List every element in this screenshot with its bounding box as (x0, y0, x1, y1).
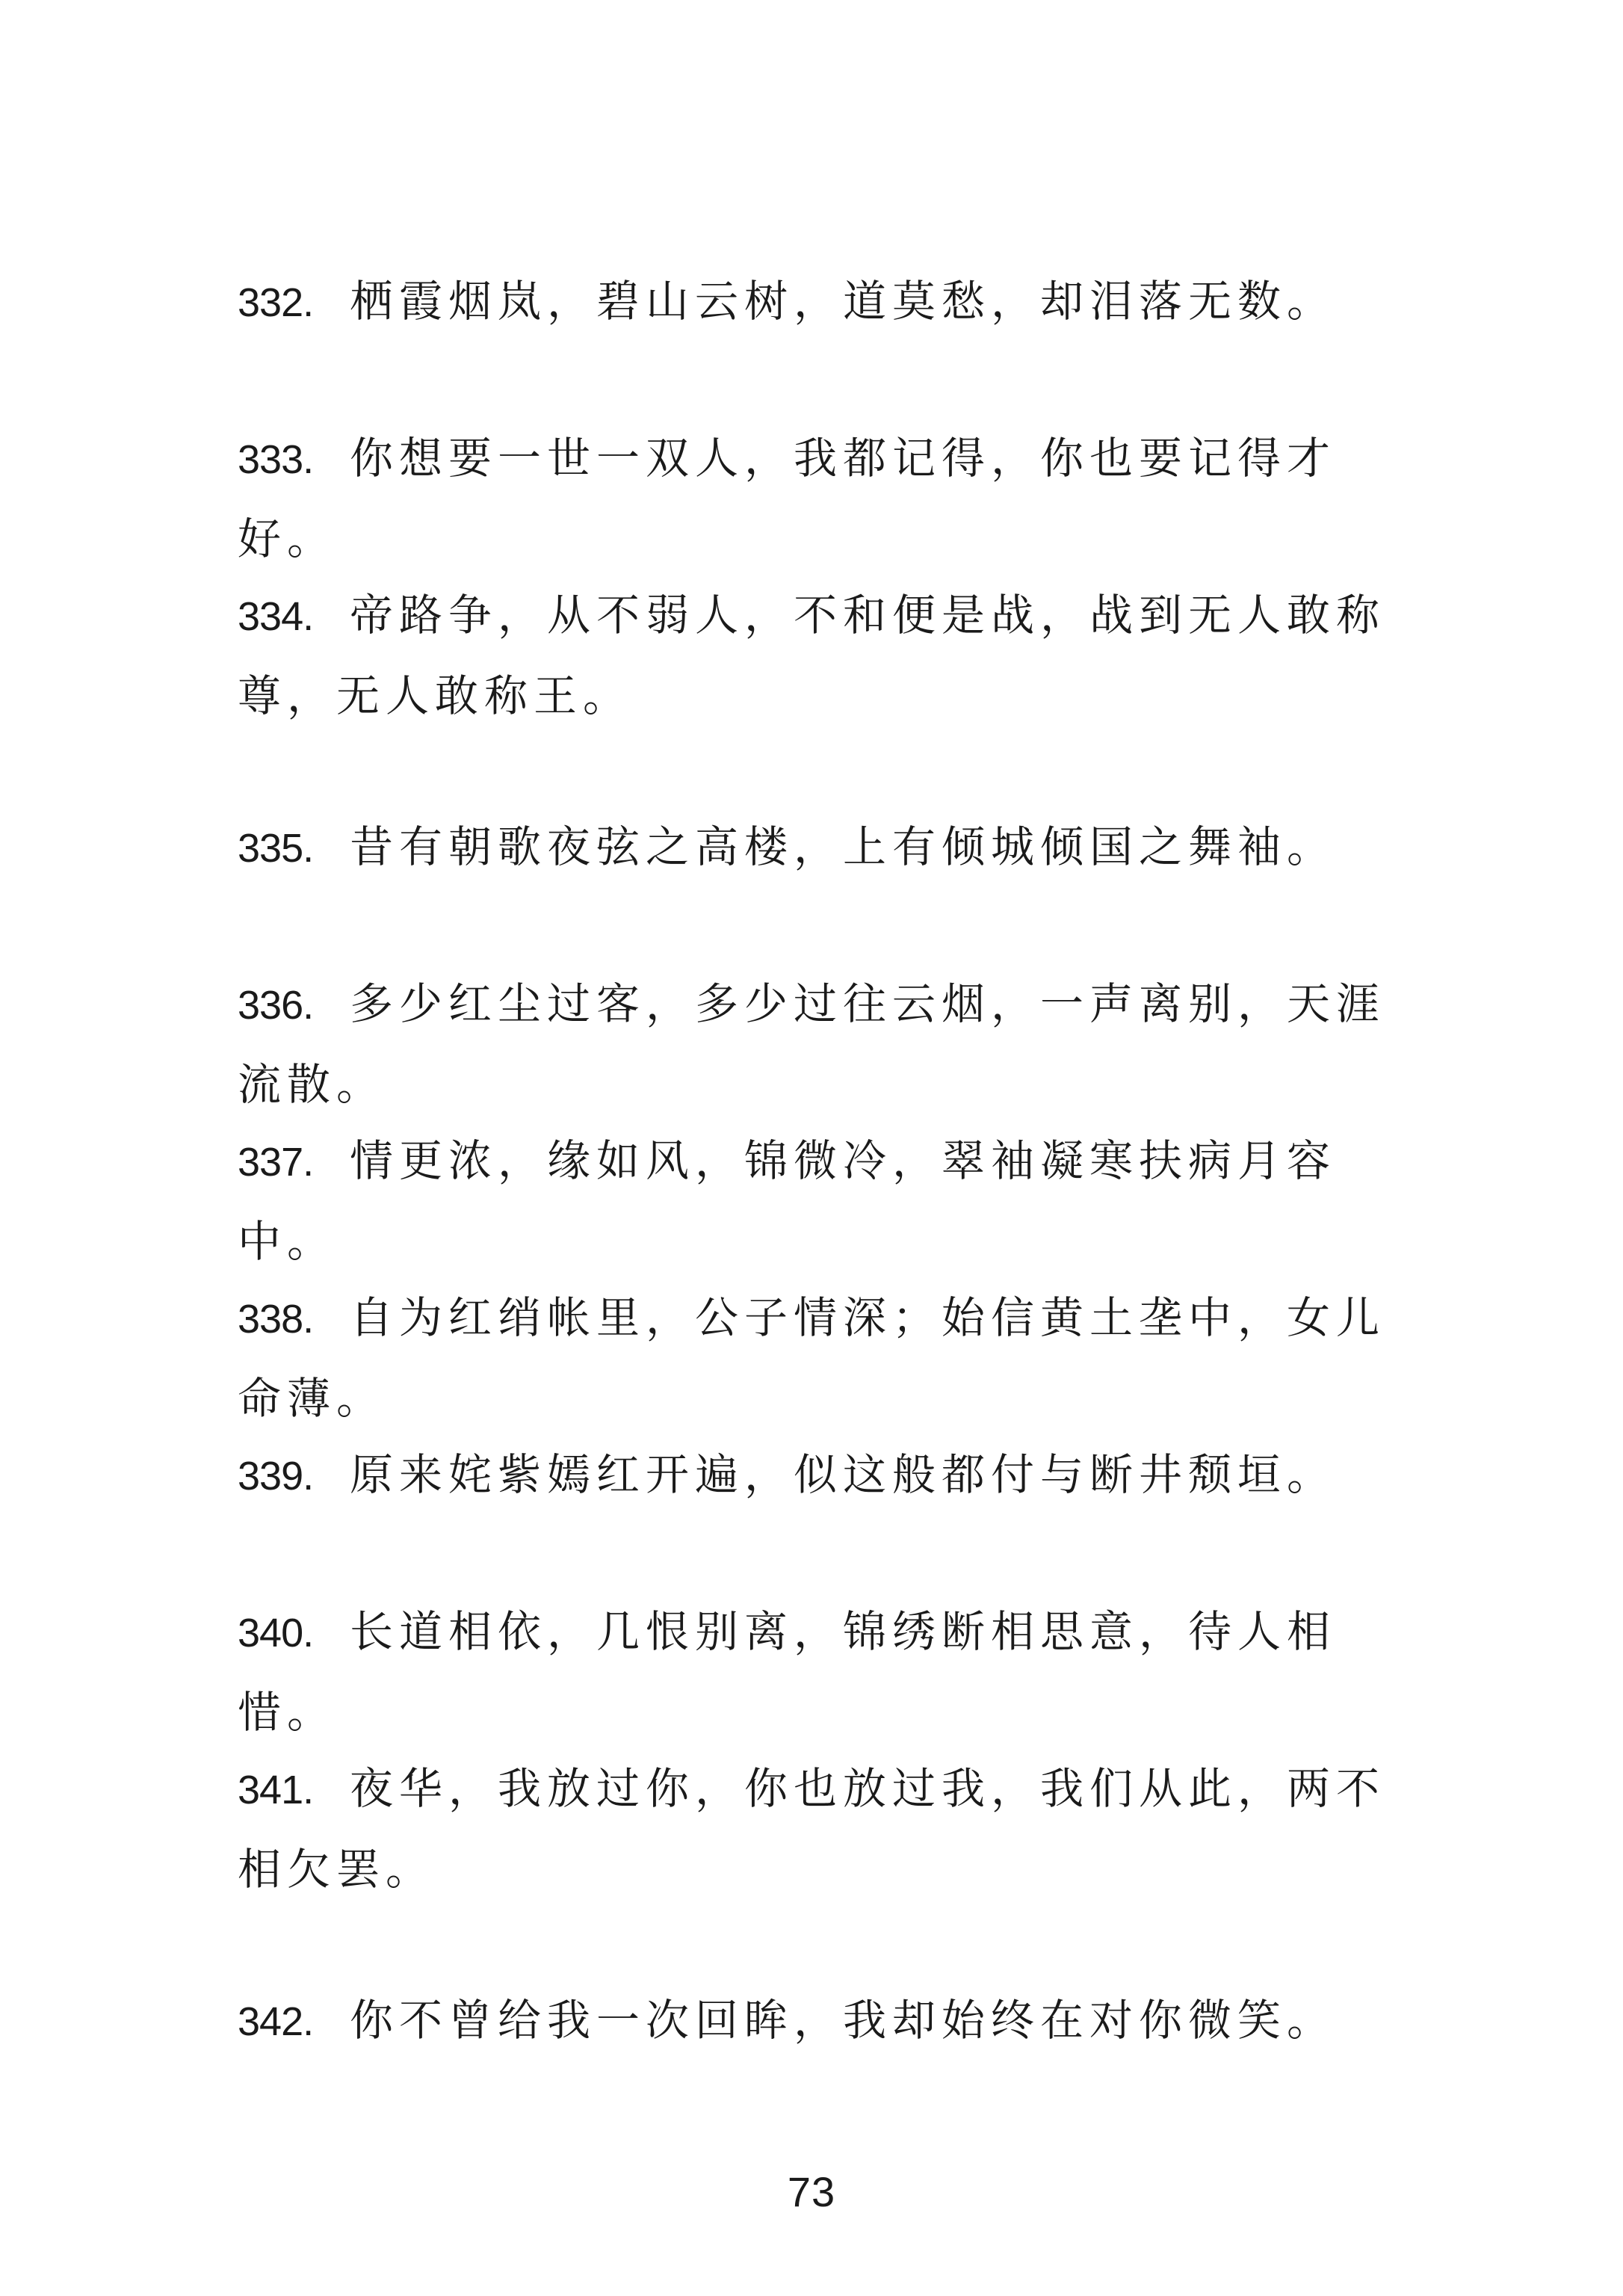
entry-text: 栖霞烟岚，碧山云树，道莫愁，却泪落无数。 (350, 276, 1337, 327)
entry-342 (238, 1981, 1433, 2061)
entry-number: 333. (238, 437, 314, 482)
entry-number: 337. (238, 1140, 314, 1185)
entry-number: 340. (238, 1611, 314, 1655)
entry-336 (238, 964, 1433, 1124)
entry-number: 341. (238, 1768, 314, 1812)
entry-text: 你不曾给我一次回眸，我却始终在对你微笑。 (350, 1995, 1337, 2046)
entry-337 (238, 1121, 1433, 1281)
entry-text: 昔有朝歌夜弦之高楼，上有倾城倾国之舞袖。 (350, 821, 1337, 872)
entry-text: 情更浓，缘如风，锦微冷，翠袖凝寒扶病月容中。 (238, 1135, 1337, 1267)
entry-text: 你想要一世一双人，我都记得，你也要记得才好。 (238, 433, 1337, 564)
entry-338 (238, 1278, 1433, 1438)
page-number: 73 (787, 2168, 836, 2215)
entry-text: 帝路争，从不弱人，不和便是战，战到无人敢称尊，无人敢称王。 (238, 590, 1386, 721)
entry-text: 原来姹紫嫣红开遍，似这般都付与断井颓垣。 (350, 1449, 1337, 1500)
entry-number: 339. (238, 1454, 314, 1499)
entry-text: 长道相依，几恨别离，锦绣断相思意，待人相惜。 (238, 1606, 1337, 1738)
entry-333 (238, 419, 1433, 578)
entry-334 (238, 575, 1433, 735)
entry-number: 342. (238, 1999, 314, 2044)
entry-number: 332. (238, 280, 314, 325)
entry-341 (238, 1749, 1433, 1909)
entry-339 (238, 1435, 1433, 1516)
entry-number: 338. (238, 1297, 314, 1342)
entry-number: 334. (238, 594, 314, 639)
entry-335 (238, 807, 1433, 888)
entry-number: 335. (238, 826, 314, 871)
entry-text: 多少红尘过客，多少过往云烟，一声离别，天涯流散。 (238, 978, 1386, 1110)
entry-340 (238, 1592, 1433, 1752)
entry-text: 夜华，我放过你，你也放过我，我们从此，两不相欠罢。 (238, 1763, 1386, 1895)
entry-332 (238, 262, 1433, 342)
entry-number: 336. (238, 983, 314, 1028)
entry-text: 自为红绡帐里，公子情深；始信黄土垄中，女儿命薄。 (238, 1292, 1386, 1424)
